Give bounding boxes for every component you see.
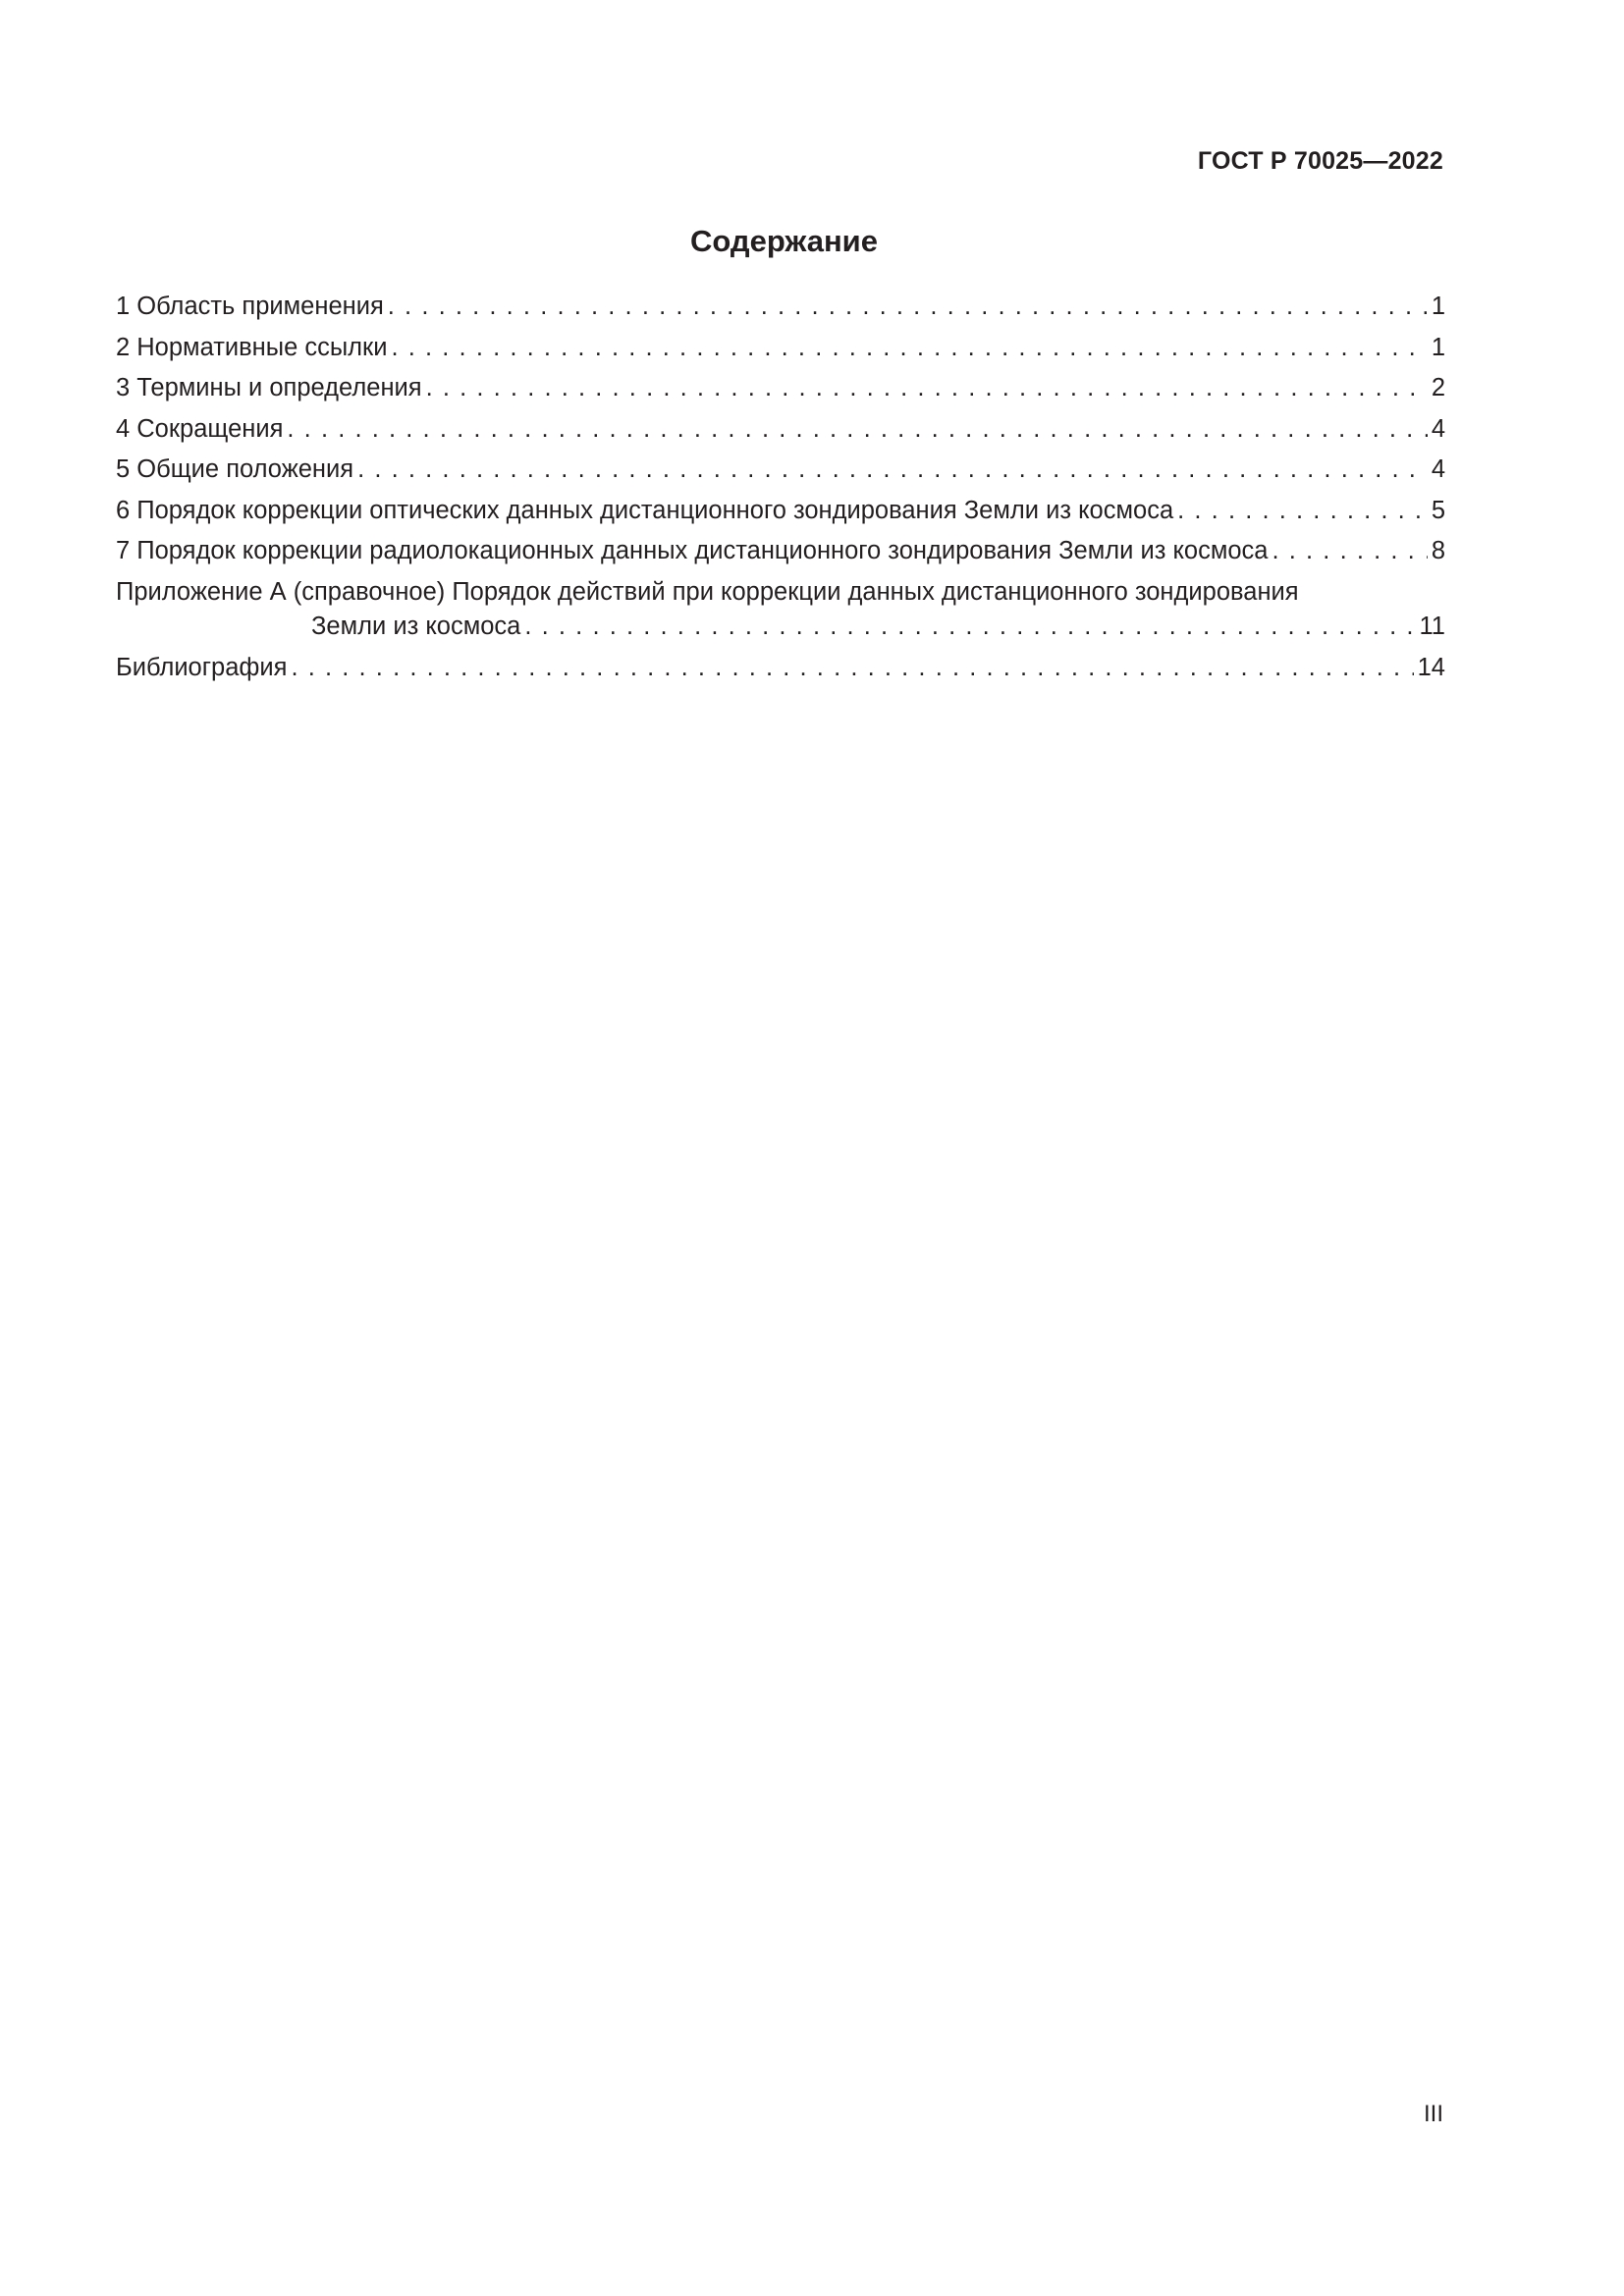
toc-item-label: 3 Термины и определения [116, 374, 422, 401]
page-number: III [1423, 2101, 1443, 2127]
toc-item-scope[interactable] [116, 287, 1445, 328]
toc-item-label: 7 Порядок коррекции радиолокационных данных дистанционного зондирования Земли из космоса [116, 537, 1269, 564]
dot-leader [391, 328, 1427, 369]
dot-leader [388, 287, 1428, 328]
dot-leader [357, 450, 1428, 491]
toc-item-page: 4 [1431, 414, 1445, 443]
dot-leader [426, 368, 1428, 409]
document-code: ГОСТ Р 70025—2022 [1197, 147, 1443, 175]
toc-item-bibliography[interactable] [116, 648, 1445, 689]
toc-item-label: Библиография [116, 653, 288, 681]
toc-item-label: 1 Область применения [116, 293, 384, 320]
toc-item-page: 1 [1431, 293, 1445, 320]
toc-item-label-line1: Приложение А (справочное) Порядок действий при коррекции данных дистанционного зондирования [116, 577, 1299, 606]
toc-item-page: 1 [1431, 333, 1445, 361]
dot-leader [1177, 491, 1428, 532]
toc-item-page: 4 [1431, 455, 1445, 483]
toc-item-label-line2: Земли из космоса [311, 613, 521, 640]
toc-item-page: 2 [1431, 374, 1445, 401]
toc-item-label: 4 Сокращения [116, 414, 284, 443]
toc-item-normative-references[interactable] [116, 328, 1445, 369]
dot-leader [524, 607, 1415, 648]
toc-item-page: 14 [1417, 653, 1445, 681]
toc-item-label: 5 Общие положения [116, 455, 354, 483]
table-of-contents [116, 287, 1445, 688]
toc-item-optical-data-correction[interactable] [116, 491, 1445, 532]
toc-item-page: 8 [1431, 537, 1445, 564]
dot-leader [291, 648, 1413, 689]
dot-leader [1272, 531, 1428, 572]
toc-item-appendix-a[interactable] [116, 572, 1445, 648]
dot-leader [287, 409, 1427, 451]
toc-item-radar-data-correction[interactable] [116, 531, 1445, 572]
toc-item-page: 11 [1419, 613, 1445, 640]
toc-item-general-provisions[interactable] [116, 450, 1445, 491]
toc-title: Содержание [690, 224, 878, 258]
toc-item-abbreviations[interactable] [116, 409, 1445, 451]
toc-item-label: 6 Порядок коррекции оптических данных дистанционного зондирования Земли из космоса [116, 496, 1174, 524]
toc-item-terms-and-definitions[interactable] [116, 368, 1445, 409]
toc-item-label: 2 Нормативные ссылки [116, 333, 388, 361]
toc-item-page: 5 [1431, 496, 1445, 524]
